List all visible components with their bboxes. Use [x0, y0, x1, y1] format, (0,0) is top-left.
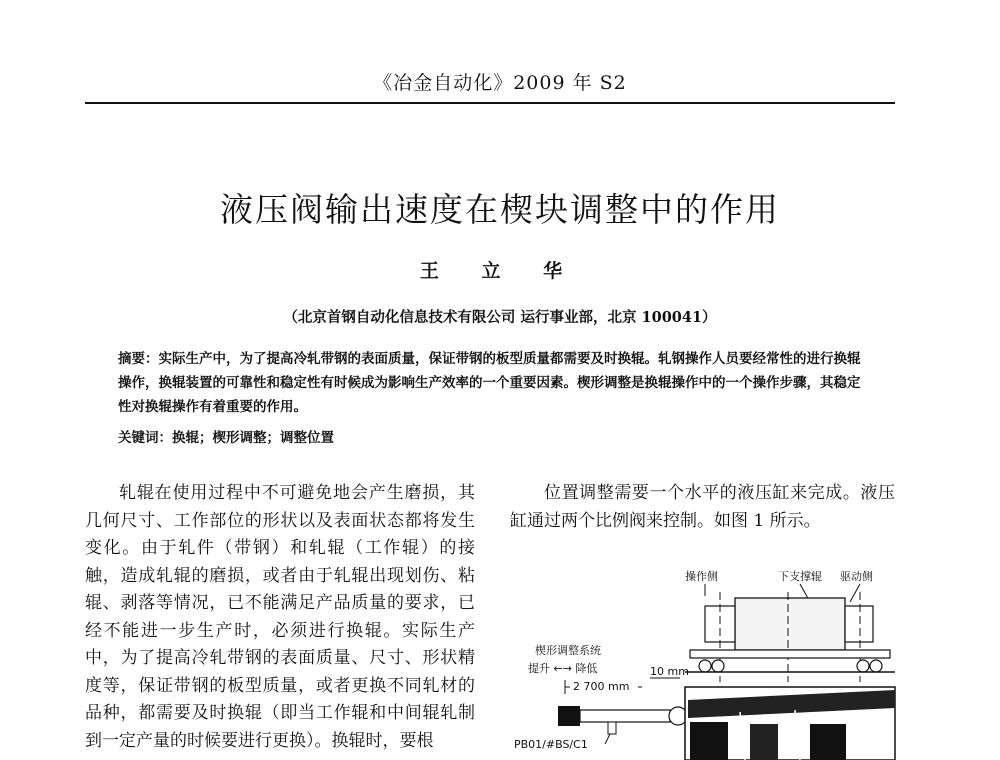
label-drive-side: 驱动侧: [840, 570, 873, 583]
label-dim-2700: 2 700 mm: [573, 680, 630, 693]
figure-1: [510, 562, 900, 760]
wheel-3: [857, 660, 869, 672]
cylinder-mount: [608, 722, 616, 734]
body-left-column: 轧辊在使用过程中不可避免地会产生磨损，其几何尺寸、工作部位的形状以及表面状态都将发生变化。由于轧件（带钢）和轧辊（工作辊）的接触，造成轧辊的磨损，或者由于轧辊出现划伤、粘辊、剥落等情况，已不能满足产品质量的要求，已经不能进一步生产时，必须进行换辊。实际生产中，为了提高冷轧带钢的表面质量、尺寸、形状精度等，保证带钢的板型质量，或者更换不同轧材的品种，都需要及时换辊（即当工作辊和中间辊轧制到一定产量的时候要进行更换）。换辊时，要根: [85, 483, 475, 751]
label-tag: PB01/#BS/C1: [514, 738, 588, 751]
wedge-block-mid: [750, 724, 778, 760]
keywords-text: 换辊；楔形调整；调整位置: [172, 430, 334, 446]
roll-neck-right: [845, 606, 873, 642]
label-raise-lower: 提升 ←→ 降低: [528, 662, 598, 675]
abstract-label: 摘要：: [118, 351, 159, 367]
wedge-block-left: [690, 722, 728, 760]
wedge-adjust-diagram: [510, 562, 900, 760]
keywords: [118, 426, 868, 446]
header-rule: [85, 102, 895, 104]
label-lower-backup-roll: 下支撑辊: [778, 570, 822, 583]
abstract-text: 实际生产中，为了提高冷轧带钢的表面质量，保证带钢的板型质量都需要及时换辊。轧钢操作人员要经常性的进行换辊操作，换辊装置的可靠性和稳定性有时候成为影响生产效率的一个重要因素。楔形调整是换辊操作中的一个操作步骤，其稳定性对换辊操作有着重要的作用。: [118, 351, 861, 415]
leader-tag: [605, 734, 610, 744]
paper-title: 液压阀输出速度在楔块调整中的作用: [220, 190, 780, 229]
keywords-label: 关键词：: [118, 430, 172, 446]
label-operator-side: 操作侧: [685, 570, 718, 583]
wheel-1: [699, 660, 711, 672]
leader-drive: [850, 584, 860, 602]
label-wedge-system: 楔形调整系统: [535, 644, 601, 657]
body-right-column: 位置调整需要一个水平的液压缸来完成。液压缸通过两个比例阀来控制。如图 1 所示。: [510, 483, 895, 531]
author: 王 立 华: [419, 260, 581, 282]
abstract: [118, 347, 868, 419]
wheel-2: [712, 660, 724, 672]
cylinder-rod: [580, 710, 670, 722]
journal-header: 《冶金自动化》2009 年 S2: [373, 72, 627, 94]
affiliation: （北京首钢自动化信息技术有限公司 运行事业部，北京 100041）: [283, 309, 717, 326]
wheel-4: [870, 660, 882, 672]
label-dim-10: 10 mm: [650, 665, 689, 678]
backup-roll-body: [735, 598, 845, 650]
wedge-block-right: [810, 724, 846, 760]
roll-carriage: [690, 650, 890, 658]
cylinder-body-dark: [558, 706, 580, 726]
